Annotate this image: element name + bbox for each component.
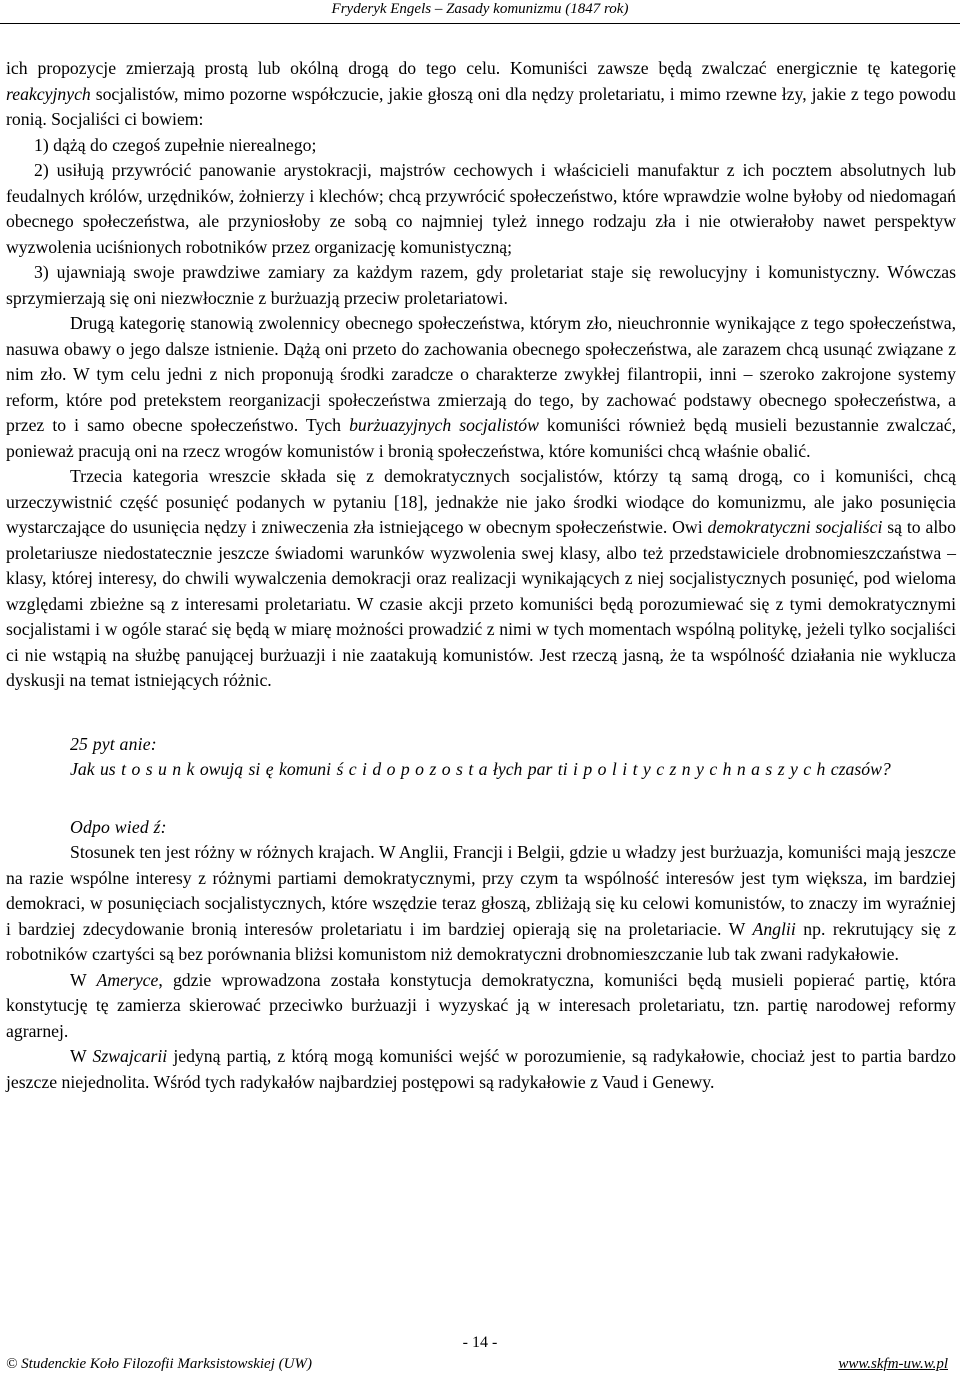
footer-website-link[interactable]: www.skfm-uw.w.pl bbox=[838, 1356, 948, 1372]
paragraph-democratic: Trzecia kategoria wreszcie składa się z demokratycznych socjalistów, którzy tą samą drogą, co i komuniści, chcą urzeczywistnić część posunięć podanych w pytaniu [18], jednakże nie jako środki wiodące do komunizmu, ale jako posunięcia wystarczające do usunięcia nędzy i zniweczenia zła istniejącego w obecnym społeczeństwie. Owi demokratyczni socjaliści są to albo proletariusze niedostatecznie jeszcze świadomi warunków wyzwolenia swej klasy, albo też przedstawiciele drobnomieszczaństwa – klasy, której interesy, do chwili wywalczenia demokracji oraz realizacji wynikających z niej socjalistycznych posunięć, pod wieloma względami zbieżne są z interesami proletariatu. W czasie akcji przeto komuniści będą porozumiewać się z tymi demokratycznymi socjalistami i w ogóle starać się będą w miarę możności prowadzić z nimi w tych momentach wspólną politykę, jeżeli tylko socjaliści ci nie wstąpią na służbę panującej burżuazji i nie zaatakują komunistów. Jest rzeczą jasną, że ta wspólność działania nie wyklucza dyskusji na temat istniejących różnic. bbox=[6, 466, 956, 690]
list-item-1: 1) dążą do czegoś zupełnie nierealnego; bbox=[34, 134, 317, 155]
question-text: Jak us t o s u n k owują si ę komuni ś c i d o p o z o s t a łych par ti i p o l i t y c z n y c h n a s z y c h czasów? bbox=[70, 759, 891, 779]
answer-paragraph-3: W Szwajcarii jedyną partią, z którą mogą komuniści wejść w porozumienie, są radykałowie, chociaż jest to partia bardzo jeszcze niejednolita. Wśród tych radykałów najbardziej postępowi są radykałowie z Vaud i Genewy. bbox=[6, 1046, 957, 1092]
page-number: - 14 - bbox=[462, 1334, 498, 1351]
answer-paragraph-2: W Ameryce, gdzie wprowadzona została konstytucja demokratyczna, komuniści będą musieli popierać partię, która konstytucję tę zamierza skierować przeciwko burżuazji i wyzyskać ją w interesach proletariatu, tzn. partię narodowej reformy agrarnej. bbox=[6, 969, 956, 1041]
footer-copyright: © Studenckie Koło Filozofii Marksistowskiej (UW) bbox=[6, 1356, 312, 1372]
list-item-3: 3) ujawniają swoje prawdziwe zamiary za każdym razem, gdy proletariat staje się rewolucyjny i komunistyczny. Wówczas sprzymierzają się oni niezwłocznie z burżuazją przeciw proletariatowi. bbox=[6, 262, 956, 308]
question-heading: 25 pyt anie: bbox=[70, 733, 157, 754]
paragraph-reactionary: ich propozycje zmierzają prostą lub okólną drogą do tego celu. Komuniści zawsze będą zwalczać energicznie tę kategorię reakcyjnych socjalistów, mimo pozorne współczucie, jakie głoszą oni dla nędzy proletariatu, i mimo rzewne łzy, jakie z tego powodu ronią. Socjaliści ci bowiem: bbox=[6, 58, 956, 129]
running-header: Fryderyk Engels – Zasady komunizmu (1847 rok) bbox=[331, 1, 629, 17]
answer-paragraph-1: Stosunek ten jest różny w różnych krajach. W Anglii, Francji i Belgii, gdzie u władzy jest burżuazja, komuniści mają jeszcze na razie wspólne interesy z różnymi partiami demokratycznymi, przy czym ta wspólność interesów jest tym większa, im bardziej demokraci, w posunięciach socjalistycznych, które wszędzie teraz głoszą, zbliżają się ku celowi komunistów, to znaczy im wyraźniej i bardziej zdecydowanie bronią interesów proletariatu i im bardziej opierają się na proletariacie. W Anglii np. rekrutujący się z robotników czartyści są bez porównania bliżsi komunistom niż demokratyczni drobnomieszczanie lub tak zwani radykałowie. bbox=[6, 842, 956, 964]
page-body bbox=[6, 56, 956, 1095]
paragraph-bourgeois: Drugą kategorię stanowią zwolennicy obecnego społeczeństwa, którym zło, nieuchronnie wynikające z tego społeczeństwa, nasuwa obawy o jego dalsze istnienie. Dążą oni przeto do zachowania obecnego społeczeństwa, ale zarazem chcą usunąć związane z nim zło. W tym celu jedni z nich proponują środki zaradcze o charakterze zwykłej filantropii, inni – szeroko zakrojone systemy reform, które pod pretekstem reorganizacji społeczeństwa zmierzają do tego, by zachować podstawy obecnego społeczeństwa, a przez to i samo obecne społeczeństwo. Tych burżuazyjnych socjalistów komuniści również będą musieli bezustannie zwalczać, ponieważ pracują oni na rzecz wrogów komunistów i bronią społeczeństwa, które komuniści chcą właśnie obalić. bbox=[6, 313, 956, 461]
header-divider bbox=[0, 23, 960, 24]
list-item-2: 2) usiłują przywrócić panowanie arystokracji, majstrów cechowych i właścicieli manufaktur z ich pocztem absolutnych lub feudalnych królów, urzędników, żołnierzy i klechów; chcą przywrócić społeczeństwo, które wprawdzie wolne byłoby od niedomagań obecnego społeczeństwa, ale przyniosłoby ze sobą co najmniej tyleż innego rodzaju zła i nie otwierałoby nawet perspektyw wyzwolenia uciśnionych robotników przez organizację komunistyczną; bbox=[6, 160, 956, 257]
answer-heading: Odpo wied ź: bbox=[70, 816, 167, 837]
